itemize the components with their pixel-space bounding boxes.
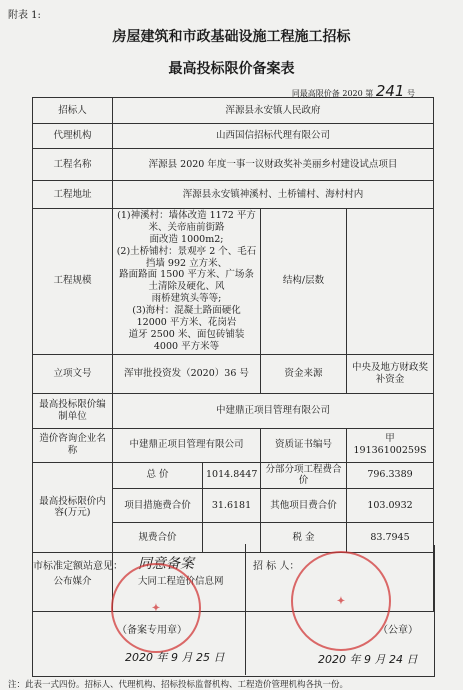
project-name-value: 浑源县 2020 年度一事一议财政奖补美丽乡村建设试点项目: [113, 149, 434, 181]
tenderer-seal: ✦: [291, 551, 391, 651]
structure-value: [347, 209, 434, 355]
structure-label: 结构/层数: [261, 209, 347, 355]
measure-label: 项目措施费合价: [113, 489, 203, 523]
cert-label: 资质证书编号: [261, 428, 347, 462]
approval-value: 浑审批投资发（2020）36 号: [113, 354, 261, 393]
scale-line: 路面路面 1500 平方米、广场条土清除及硬化、风: [119, 269, 254, 293]
other-value: 103.0932: [347, 489, 434, 523]
footnote: 注：此表一式四份。招标人、代理机构、招标投标监督机构、工程造价管理机构各执一份。: [8, 680, 349, 690]
total-label: 总 价: [113, 462, 203, 489]
city-seal: ✦: [111, 563, 201, 653]
project-site-value: 浑源县永安镇神溪村、土桥铺村、海村村内: [113, 181, 434, 209]
consult-label: 造价咨询企业名称: [33, 428, 113, 462]
city-seal-note: （备案专用章）: [117, 625, 187, 636]
total-value: 1014.8447: [203, 462, 261, 489]
limit-label: 最高投标限价内容(万元): [33, 462, 113, 553]
record-prefix: 同最高限价备 2020 第: [291, 89, 374, 98]
project-name-label: 工程名称: [33, 149, 113, 181]
media-value: 大同工程造价信息网: [113, 553, 434, 612]
record-table: [32, 97, 434, 612]
project-site-label: 工程地址: [33, 181, 113, 209]
approval-label: 立项文号: [33, 354, 113, 393]
city-opinion-label: 市标准定额站意见：: [33, 561, 123, 572]
tenderer-seal-note: （公章）: [378, 625, 418, 636]
scale-line: (1)神溪村：墙体改造 1172 平方米、关帝庙前街路: [117, 210, 256, 233]
tenderer-value: 浑源县永安镇人民政府: [113, 98, 434, 124]
tenderer-date: 2020 年 9 月 24 日: [318, 653, 418, 666]
scale-line: 雨桥建筑头等等;: [151, 293, 222, 305]
tenderer-sign-label: 招 标 人：: [253, 561, 300, 572]
consult-value: 中建鼎正项目管理有限公司: [113, 428, 261, 462]
record-suffix: 号: [407, 89, 415, 98]
fund-label: 资金来源: [261, 354, 347, 393]
scale-label: 工程规模: [33, 209, 113, 355]
scale-line: 道牙 2500 米、面包砖铺装 4000 平方米等: [128, 328, 245, 352]
appendix-label: 附表 1:: [8, 10, 41, 21]
fund-value: 中央及地方财政奖补资金: [347, 354, 434, 393]
signature-divider: [245, 544, 246, 675]
tenderer-label: 招标人: [33, 98, 113, 124]
media-label: 公布媒介: [33, 553, 113, 612]
scale-details: [113, 209, 261, 355]
city-handwriting: 同意备案: [138, 556, 194, 572]
scale-line: (3)海村：混凝土路面硬化 12000 平方米、花岗岩: [132, 305, 241, 328]
fenbu-label: 分部分项工程费合价: [261, 462, 347, 489]
fee-label: 规费合价: [113, 523, 203, 553]
signature-area: [32, 545, 435, 677]
tax-value: 83.7945: [347, 523, 434, 553]
scale-line: (2)土桥铺村：景观亭 2 个、毛石挡墙 992 立方米、: [116, 245, 257, 269]
page-title: 房屋建筑和市政基础设施工程施工招标: [112, 29, 351, 45]
measure-value: 31.6181: [203, 489, 261, 523]
agent-label: 代理机构: [33, 124, 113, 149]
cert-value: 甲 19136100259S: [347, 428, 434, 462]
page-subtitle: 最高投标限价备案表: [168, 61, 295, 77]
fenbu-value: 796.3389: [347, 462, 434, 489]
compiler-label: 最高投标限价编制单位: [33, 393, 113, 428]
city-date: 2020 年 9 月 25 日: [125, 651, 225, 664]
agent-value: 山西国信招标代理有限公司: [113, 124, 434, 149]
record-no: 241: [375, 82, 405, 100]
tax-label: 税 金: [261, 523, 347, 553]
scale-line: 面改造 1000m2;: [149, 233, 224, 245]
other-label: 其他项目费合价: [261, 489, 347, 523]
compiler-value: 中建鼎正项目管理有限公司: [113, 393, 434, 428]
